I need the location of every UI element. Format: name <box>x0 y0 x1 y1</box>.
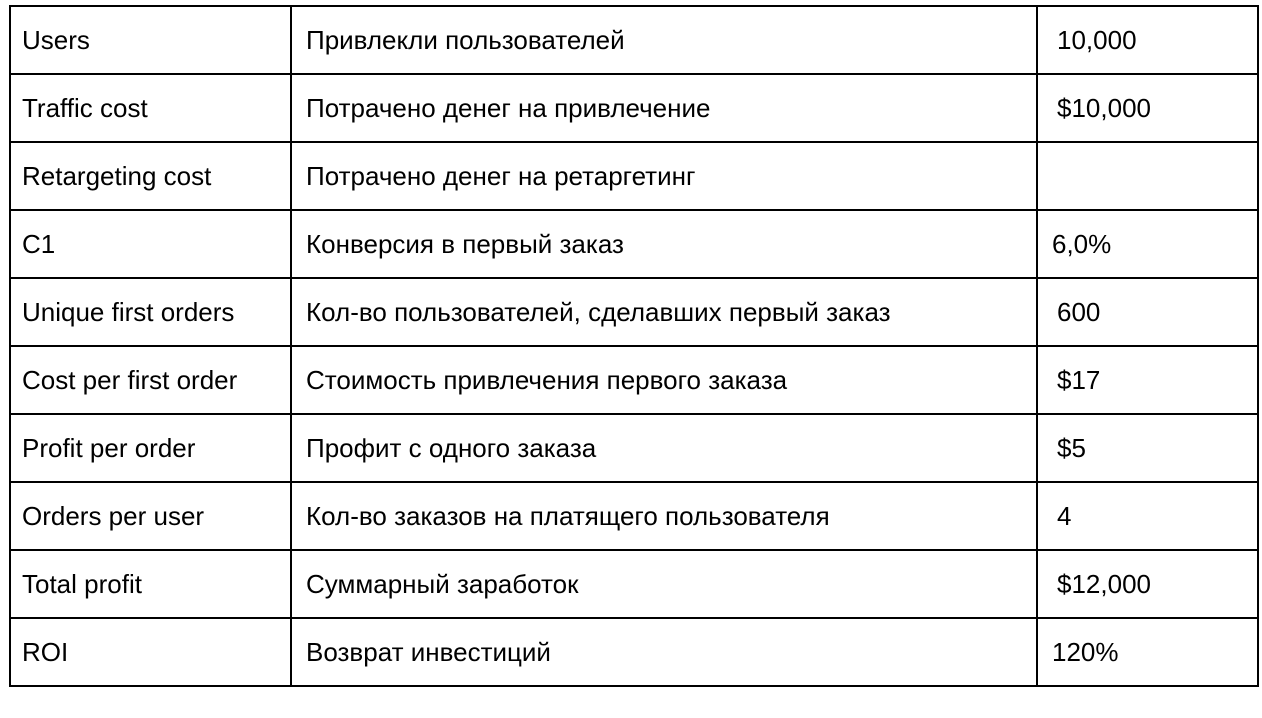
table-row <box>10 346 1258 414</box>
metric-name-cell: Orders per user <box>10 482 291 550</box>
metric-name-cell: ROI <box>10 618 291 686</box>
metric-value-cell: $10,000 <box>1037 74 1258 142</box>
metric-value-cell: 120% <box>1037 618 1258 686</box>
metric-value-cell: $5 <box>1037 414 1258 482</box>
table-row <box>10 278 1258 346</box>
table-row <box>10 618 1258 686</box>
metric-description-cell: Профит с одного заказа <box>291 414 1037 482</box>
metric-description-cell: Кол-во заказов на платящего пользователя <box>291 482 1037 550</box>
metric-value-cell: 6,0% <box>1037 210 1258 278</box>
metric-value-cell <box>1037 142 1258 210</box>
metric-description-cell: Потрачено денег на ретаргетинг <box>291 142 1037 210</box>
table-row <box>10 74 1258 142</box>
metric-name-cell: Cost per first order <box>10 346 291 414</box>
metric-name-cell: C1 <box>10 210 291 278</box>
metric-value-cell: $17 <box>1037 346 1258 414</box>
table-row <box>10 482 1258 550</box>
metric-name-cell: Total profit <box>10 550 291 618</box>
metric-value-cell: 4 <box>1037 482 1258 550</box>
metric-description-cell: Привлекли пользователей <box>291 6 1037 74</box>
metric-description-cell: Конверсия в первый заказ <box>291 210 1037 278</box>
table-row <box>10 210 1258 278</box>
metric-name-cell: Retargeting cost <box>10 142 291 210</box>
table-row <box>10 6 1258 74</box>
metrics-table-container <box>9 5 1259 687</box>
table-row <box>10 550 1258 618</box>
metric-name-cell: Users <box>10 6 291 74</box>
metric-value-cell: $12,000 <box>1037 550 1258 618</box>
table-row <box>10 414 1258 482</box>
metric-name-cell: Profit per order <box>10 414 291 482</box>
metric-value-cell: 10,000 <box>1037 6 1258 74</box>
metric-name-cell: Traffic cost <box>10 74 291 142</box>
metric-description-cell: Стоимость привлечения первого заказа <box>291 346 1037 414</box>
metric-description-cell: Кол-во пользователей, сделавших первый заказ <box>291 278 1037 346</box>
metric-description-cell: Возврат инвестиций <box>291 618 1037 686</box>
metric-description-cell: Суммарный заработок <box>291 550 1037 618</box>
table-row <box>10 142 1258 210</box>
metrics-table <box>9 5 1259 687</box>
metric-description-cell: Потрачено денег на привлечение <box>291 74 1037 142</box>
metric-name-cell: Unique first orders <box>10 278 291 346</box>
metric-value-cell: 600 <box>1037 278 1258 346</box>
